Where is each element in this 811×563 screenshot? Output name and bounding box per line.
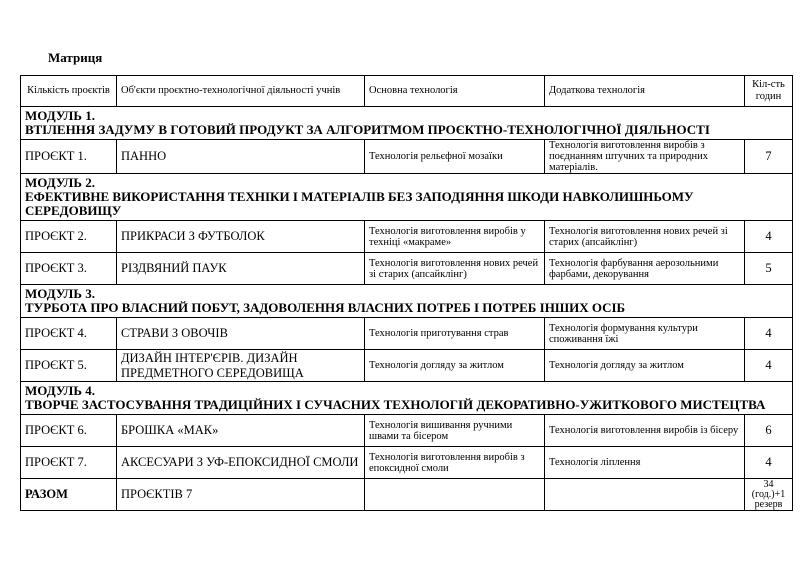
project-main-tech: Технологія виготовлення нових речей зі старих (апсайклінг) (365, 253, 545, 285)
project-row (21, 447, 793, 479)
project-main-tech: Технологія рельєфної мозаїки (365, 140, 545, 174)
module-row (21, 382, 793, 415)
header-objects: Об'єкти проєктно-технологічної діяльності учнів (117, 76, 365, 107)
project-extra-tech: Технологія виготовлення нових речей зі старих (апсайклінг) (545, 221, 745, 253)
module-title: ЕФЕКТИВНЕ ВИКОРИСТАННЯ ТЕХНІКИ І МАТЕРІАЛІВ БЕЗ ЗАПОДІЯННЯ ШКОДИ НАВКОЛИШНЬОМУ СЕРЕДОВИЩУ (25, 189, 694, 218)
project-hours: 7 (745, 140, 793, 174)
header-extra-tech: Додаткова технологія (545, 76, 745, 107)
total-row (21, 479, 793, 511)
project-extra-tech: Технологія фарбування аерозольними фарбами, декорування (545, 253, 745, 285)
module-label: МОДУЛЬ 2. (25, 175, 95, 190)
project-name: ПРИКРАСИ З ФУТБОЛОК (117, 221, 365, 253)
module-title: ТУРБОТА ПРО ВЛАСНИЙ ПОБУТ, ЗАДОВОЛЕННЯ ВЛАСНИХ ПОТРЕБ І ПОТРЕБ ІНШИХ ОСІБ (25, 300, 626, 315)
project-row (21, 221, 793, 253)
project-number: ПРОЄКТ 1. (21, 140, 117, 174)
project-extra-tech: Технологія виготовлення виробів з поєднанням штучних та природних матеріалів. (545, 140, 745, 174)
project-name: РІЗДВЯНИЙ ПАУК (117, 253, 365, 285)
project-extra-tech: Технологія виготовлення виробів із бісеру (545, 415, 745, 447)
project-hours: 4 (745, 350, 793, 382)
project-hours: 6 (745, 415, 793, 447)
module-heading (21, 107, 793, 140)
project-main-tech: Технологія виготовлення виробів у техніці «макраме» (365, 221, 545, 253)
project-main-tech: Технологія догляду за житлом (365, 350, 545, 382)
module-label: МОДУЛЬ 3. (25, 286, 95, 301)
project-hours: 4 (745, 318, 793, 350)
project-row (21, 415, 793, 447)
total-hours: 34 (год.)+1 резерв (745, 479, 793, 511)
module-label: МОДУЛЬ 1. (25, 108, 95, 123)
module-row (21, 107, 793, 140)
project-number: ПРОЄКТ 4. (21, 318, 117, 350)
module-title: ТВОРЧЕ ЗАСТОСУВАННЯ ТРАДИЦІЙНИХ І СУЧАСНИХ ТЕХНОЛОГІЙ ДЕКОРАТИВНО-УЖИТКОВОГО МИСТЕЦТВА (25, 397, 766, 412)
module-row (21, 174, 793, 221)
project-name: СТРАВИ З ОВОЧІВ (117, 318, 365, 350)
project-name: ДИЗАЙН ІНТЕР'ЄРІВ. ДИЗАЙН ПРЕДМЕТНОГО СЕРЕДОВИЩА (117, 350, 365, 382)
module-label: МОДУЛЬ 4. (25, 383, 95, 398)
project-number: ПРОЄКТ 2. (21, 221, 117, 253)
project-extra-tech: Технологія формування культури споживання їжі (545, 318, 745, 350)
project-hours: 5 (745, 253, 793, 285)
project-number: ПРОЄКТ 7. (21, 447, 117, 479)
project-extra-tech: Технологія догляду за житлом (545, 350, 745, 382)
document-title: Матриця (48, 50, 103, 65)
project-number: ПРОЄКТ 3. (21, 253, 117, 285)
project-hours: 4 (745, 221, 793, 253)
project-main-tech: Технологія виготовлення виробів з епоксидної смоли (365, 447, 545, 479)
project-name: АКСЕСУАРИ З УФ-ЕПОКСИДНОЇ СМОЛИ (117, 447, 365, 479)
project-number: ПРОЄКТ 6. (21, 415, 117, 447)
project-name: БРОШКА «МАК» (117, 415, 365, 447)
project-extra-tech: Технологія ліплення (545, 447, 745, 479)
project-row (21, 318, 793, 350)
project-main-tech: Технологія вишивання ручними швами та бісером (365, 415, 545, 447)
total-projects: ПРОЄКТІВ 7 (117, 479, 365, 511)
table-header-row (21, 76, 793, 107)
header-main-tech: Основна технологія (365, 76, 545, 107)
project-hours: 4 (745, 447, 793, 479)
project-number: ПРОЄКТ 5. (21, 350, 117, 382)
project-name: ПАННО (117, 140, 365, 174)
project-row (21, 350, 793, 382)
module-title: ВТІЛЕННЯ ЗАДУМУ В ГОТОВИЙ ПРОДУКТ ЗА АЛГОРИТМОМ ПРОЄКТНО-ТЕХНОЛОГІЧНОЇ ДІЯЛЬНОСТІ (25, 122, 710, 137)
header-hours: Кіл-сть годин (745, 76, 793, 107)
project-main-tech: Технологія приготування страв (365, 318, 545, 350)
header-count: Кількість проєктів (21, 76, 117, 107)
project-row (21, 140, 793, 174)
module-heading (21, 382, 793, 415)
module-heading (21, 285, 793, 318)
project-row (21, 253, 793, 285)
matrix-table (20, 75, 793, 511)
module-row (21, 285, 793, 318)
empty-cell (545, 479, 745, 511)
module-heading (21, 174, 793, 221)
total-label: РАЗОМ (21, 479, 117, 511)
empty-cell (365, 479, 545, 511)
